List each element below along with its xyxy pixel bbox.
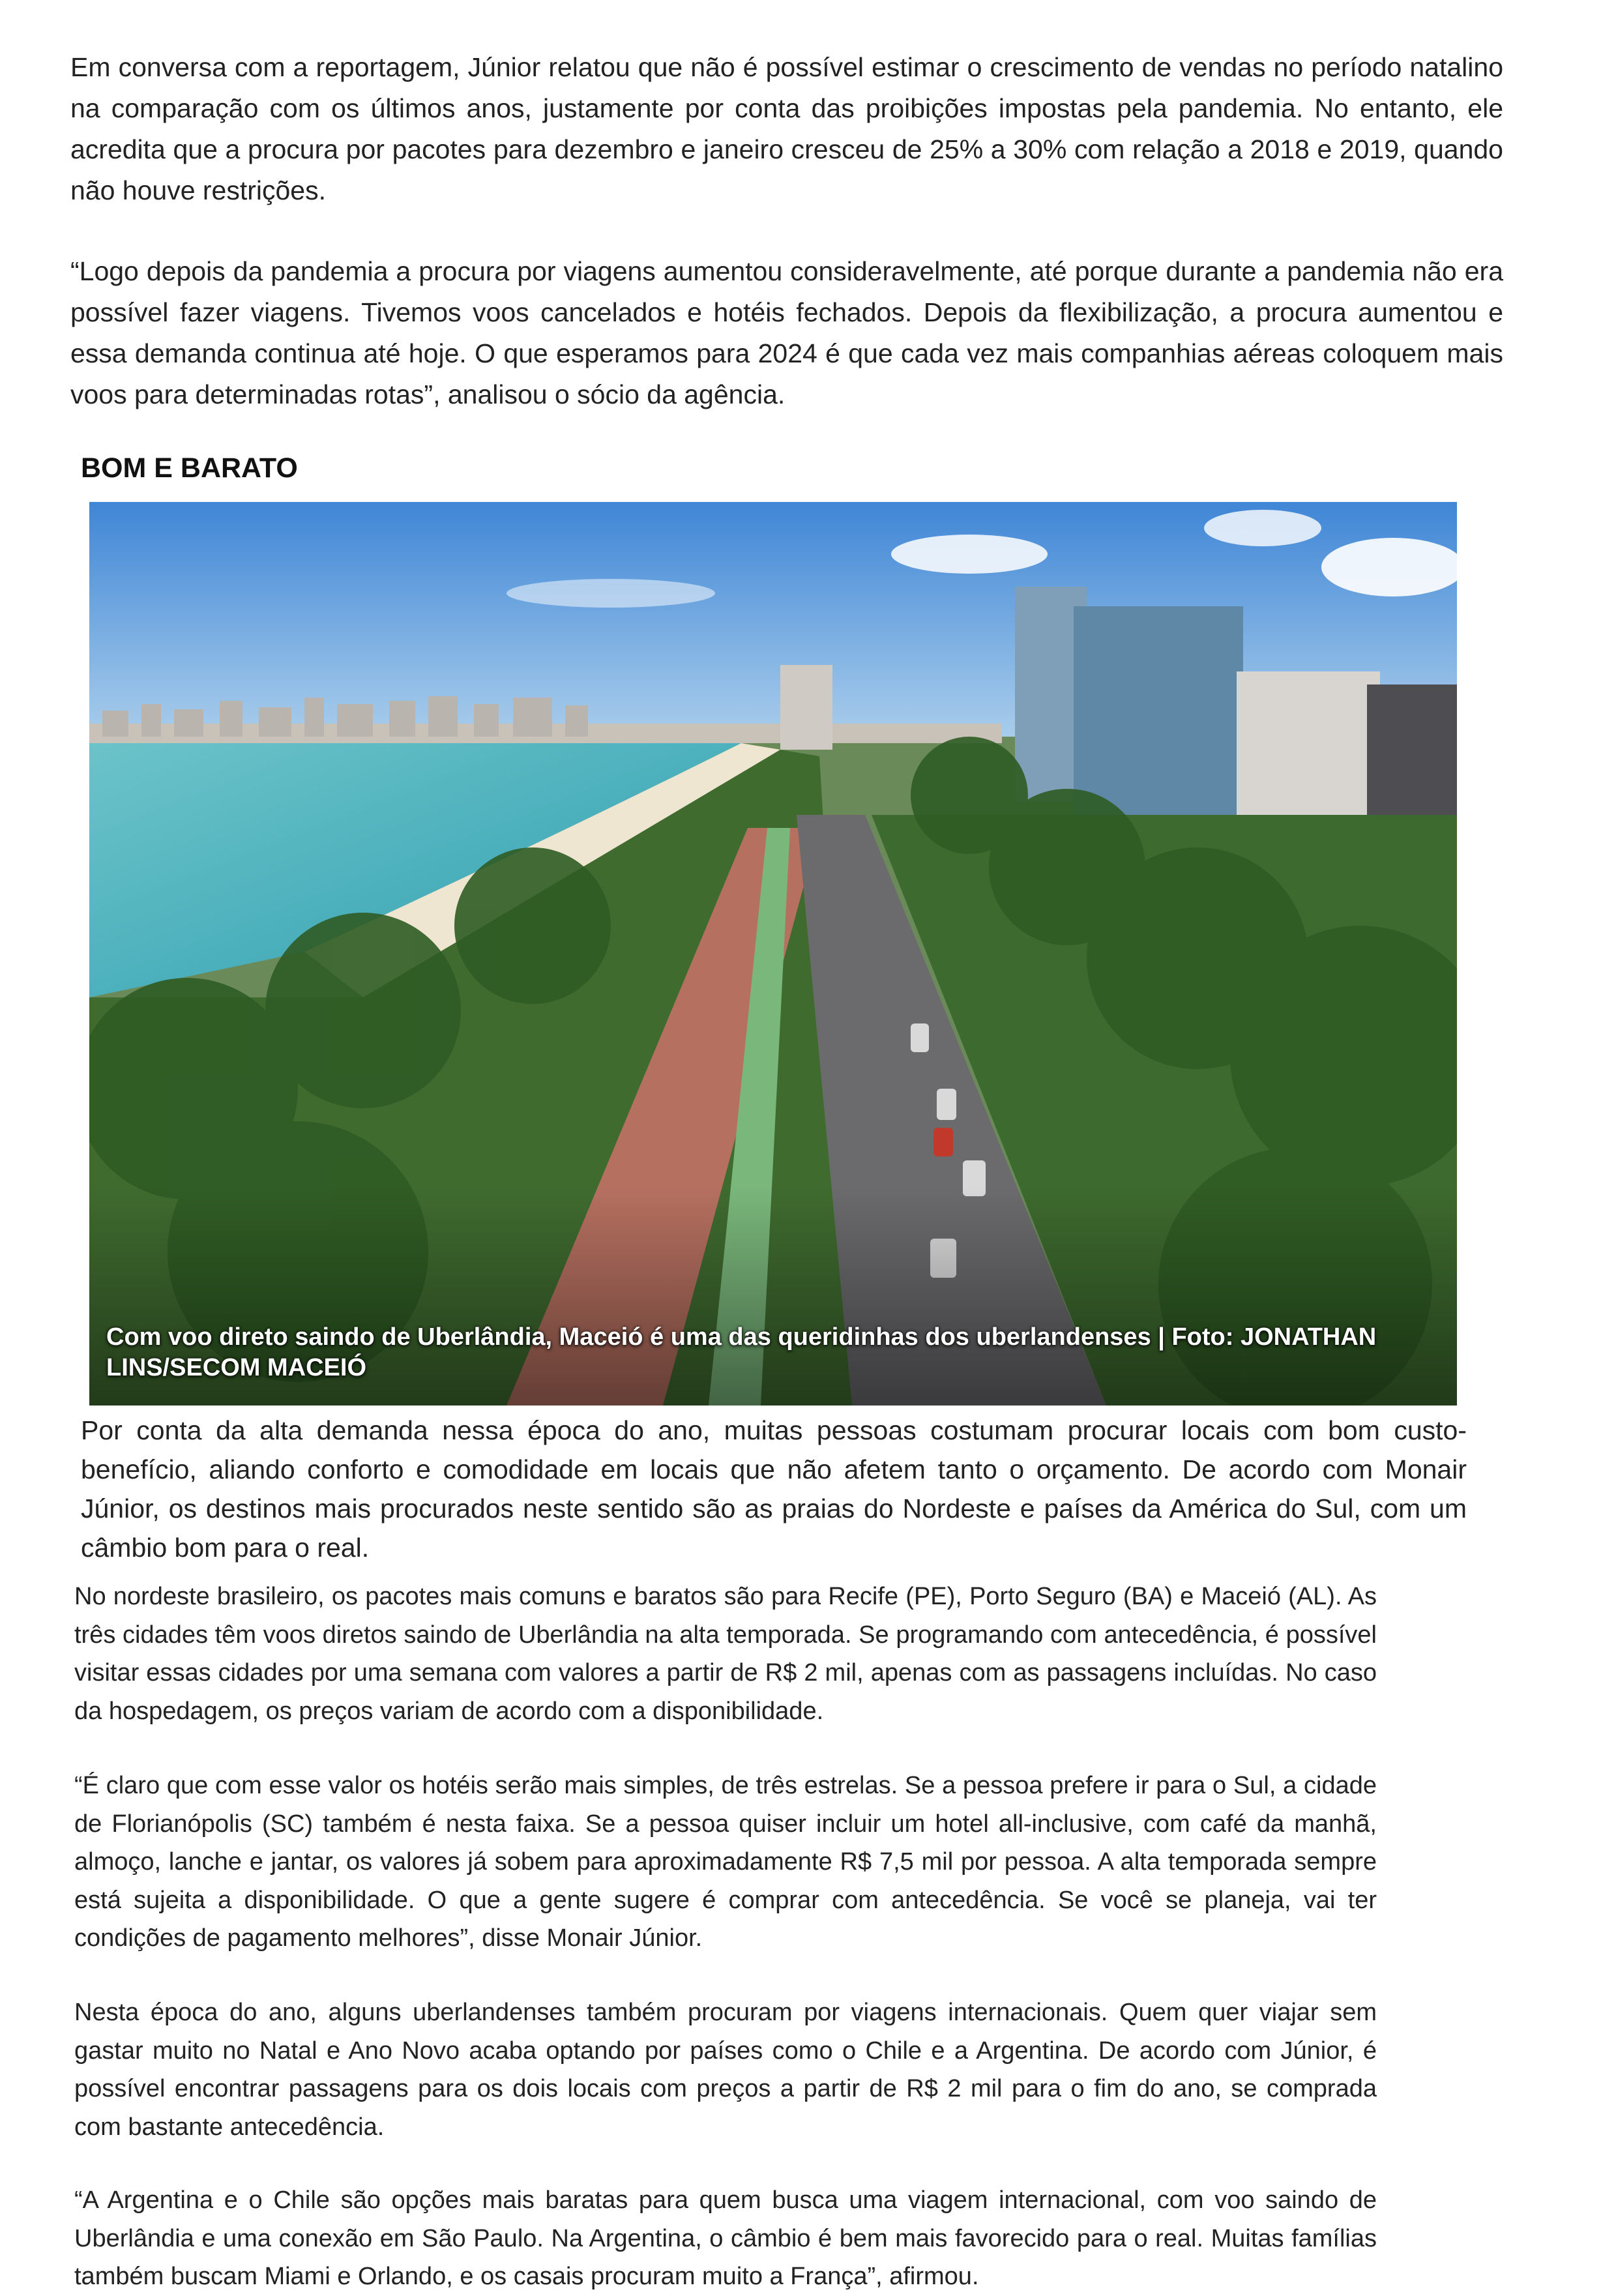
article-paragraph-6: Nesta época do ano, alguns uberlandenses também procuram por viagens internacionais. Quem quer viajar sem gastar muito no Natal e Ano Novo acaba optando por países como o Chile e a Argentina. De acordo com Júnior, é possível encontrar passagens para os dois locais com preços a partir de R$ 2 mil para o fim do ano, se comprada com bastante antecedência. <box>74 1999 1377 2141</box>
article-photo <box>89 502 1457 1406</box>
article-paragraph-3: Por conta da alta demanda nessa época do ano, muitas pessoas costumam procurar locais com bom custo-benefício, aliando conforto e comodidade em locais que não afetem tanto o orçamento. De acordo com Monair Júnior, os destinos mais procurados neste sentido são as praias do Nordeste e países da América do Sul, com um câmbio bom para o real. <box>81 1415 1467 1563</box>
article-paragraph-1: Em conversa com a reportagem, Júnior relatou que não é possível estimar o crescimento de vendas no período natalino na comparação com os últimos anos, justamente por conta das proibições impostas pela pandemia. No entanto, ele acredita que a procura por pacotes para dezembro e janeiro cresceu de 25% a 30% com relação a 2018 e 2019, quando não houve restrições. <box>70 52 1503 205</box>
photo-caption: Com voo direto saindo de Uberlândia, Maceió é uma das queridinhas dos uberlandenses | Foto: JONATHAN LINS/SECOM MACEIÓ <box>106 1323 1377 1381</box>
article-paragraph-4: No nordeste brasileiro, os pacotes mais comuns e baratos são para Recife (PE), Porto Seguro (BA) e Maceió (AL). As três cidades têm voos diretos saindo de Uberlândia na alta temporada. Se programando com antecedência, é possível visitar essas cidades por uma semana com valores a partir de R$ 2 mil, apenas com as passagens incluídas. No caso da hospedagem, os preços variam de acordo com a disponibilidade. <box>74 1583 1377 1725</box>
section-heading: BOM E BARATO <box>81 452 298 484</box>
article-paragraph-5: “É claro que com esse valor os hotéis serão mais simples, de três estrelas. Se a pessoa prefere ir para o Sul, a cidade de Florianópolis (SC) também é nesta faixa. Se a pessoa quiser incluir um hotel all-inclusive, com café da manhã, almoço, lanche e jantar, os valores já sobem para aproximadamente R$ 7,5 mil por pessoa. A alta temporada sempre está sujeita a disponibilidade. O que a gente sugere é comprar com antecedência. Se você se planeja, vai ter condições de pagamento melhores”, disse Monair Júnior. <box>74 1772 1377 1952</box>
article-paragraph-2: “Logo depois da pandemia a procura por viagens aumentou consideravelmente, até porque durante a pandemia não era possível fazer viagens. Tivemos voos cancelados e hotéis fechados. Depois da flexibilização, a procura aumentou e essa demanda continua até hoje. O que esperamos para 2024 é que cada vez mais companhias aéreas coloquem mais voos para determinadas rotas”, analisou o sócio da agência. <box>70 256 1503 409</box>
beach-aerial-photo <box>89 502 1457 1406</box>
article-paragraph-7: “A Argentina e o Chile são opções mais baratas para quem busca uma viagem internacional, com voo saindo de Uberlândia e uma conexão em São Paulo. Na Argentina, o câmbio é bem mais favorecido para o real. Muitas famílias também buscam Miami e Orlando, e os casais procuram muito a França”, afirmou. <box>74 2186 1377 2290</box>
